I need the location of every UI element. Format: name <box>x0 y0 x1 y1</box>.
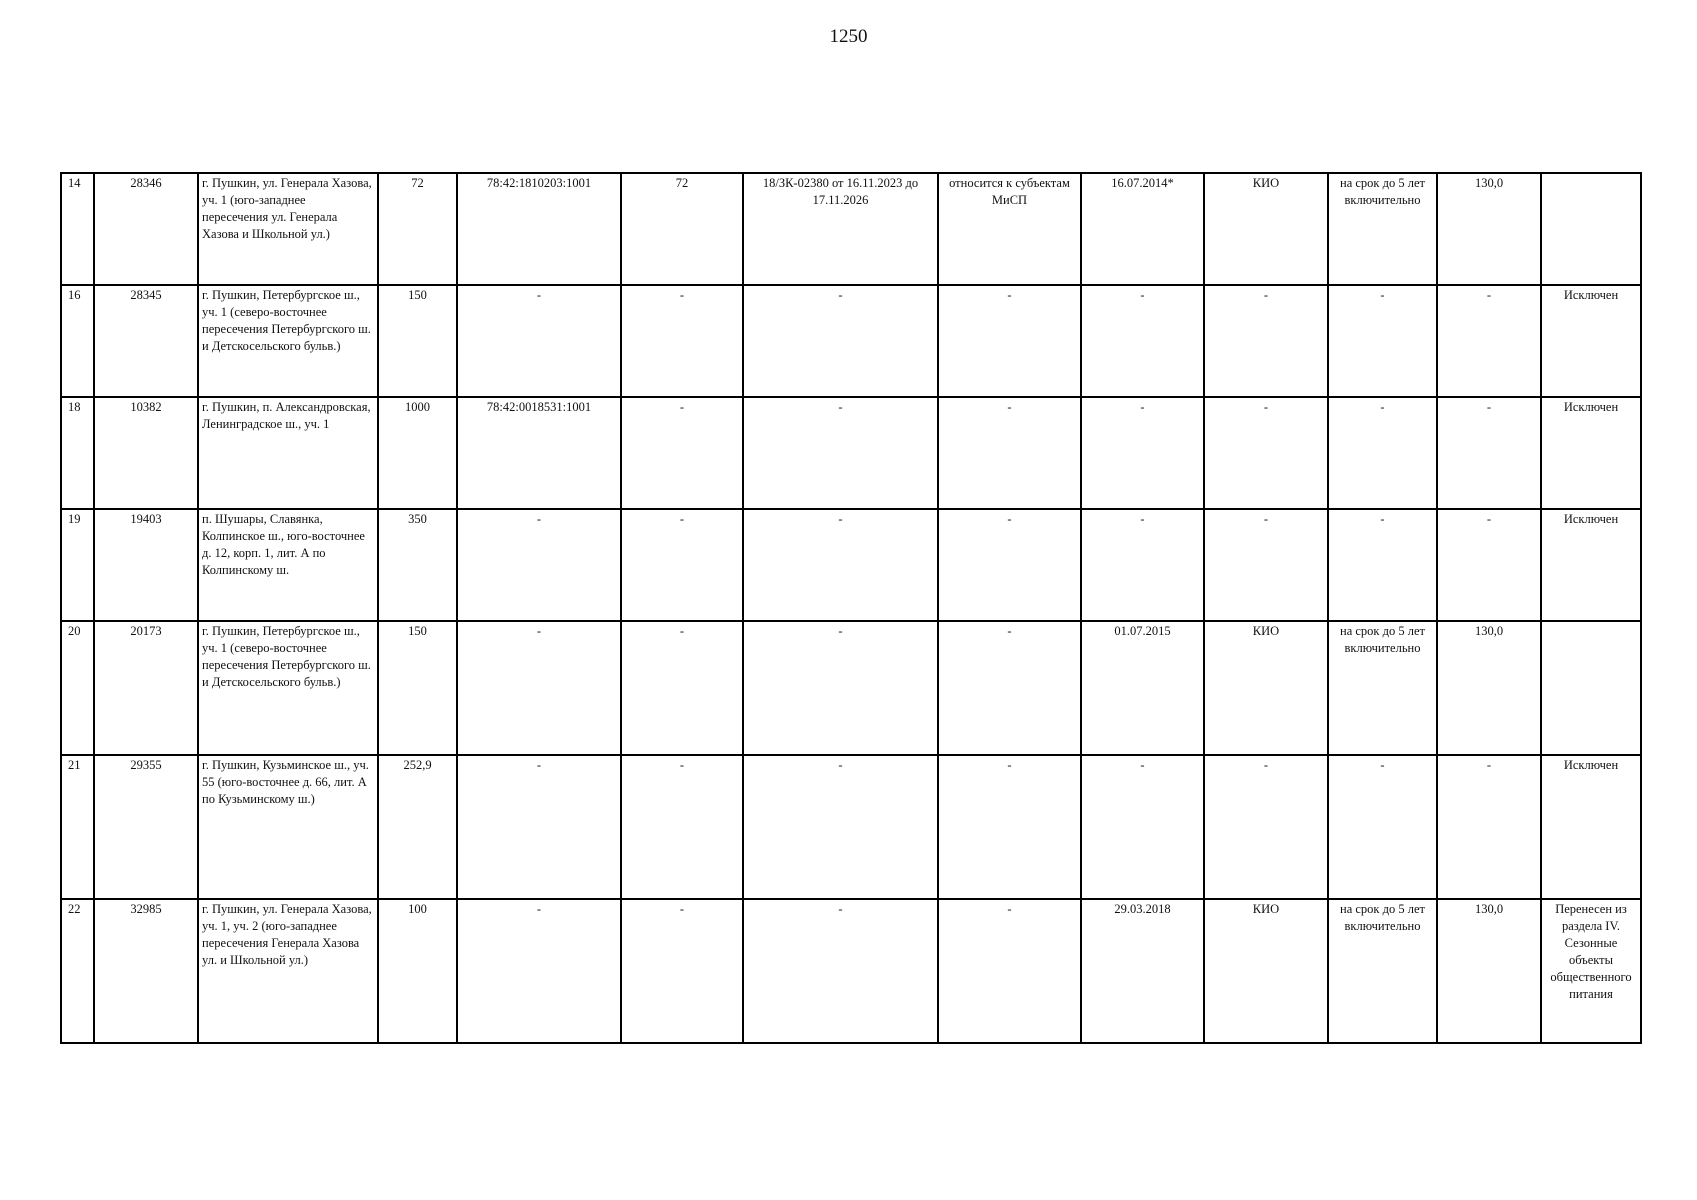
object-code-cell: 32985 <box>94 899 198 1043</box>
row-number-cell: 16 <box>61 285 94 397</box>
rate-cell: - <box>1437 755 1541 899</box>
note-cell: Перенесен из раздела IV. Сезонные объекты общественного питания <box>1541 899 1641 1043</box>
subject-cell: относится к субъектам МиСП <box>938 173 1081 285</box>
date-cell: - <box>1081 509 1204 621</box>
area-cell: 150 <box>378 285 457 397</box>
authority-cell: - <box>1204 397 1328 509</box>
term-cell: - <box>1328 285 1437 397</box>
contract-cell: - <box>743 397 938 509</box>
land-area-cell: - <box>621 285 743 397</box>
authority-cell: КИО <box>1204 621 1328 755</box>
authority-cell: - <box>1204 755 1328 899</box>
rate-cell: - <box>1437 397 1541 509</box>
contract-cell: - <box>743 755 938 899</box>
land-area-cell: - <box>621 621 743 755</box>
land-area-cell: - <box>621 755 743 899</box>
subject-cell: - <box>938 397 1081 509</box>
table-row <box>61 755 1641 899</box>
subject-cell: - <box>938 621 1081 755</box>
contract-cell: - <box>743 899 938 1043</box>
cadastral-number-cell: - <box>457 509 621 621</box>
contract-cell: - <box>743 509 938 621</box>
land-area-cell: - <box>621 899 743 1043</box>
date-cell: 01.07.2015 <box>1081 621 1204 755</box>
cadastral-number-cell: - <box>457 285 621 397</box>
object-code-cell: 28346 <box>94 173 198 285</box>
contract-cell: - <box>743 621 938 755</box>
area-cell: 150 <box>378 621 457 755</box>
date-cell: - <box>1081 397 1204 509</box>
land-area-cell: 72 <box>621 173 743 285</box>
address-cell: г. Пушкин, ул. Генерала Хазова, уч. 1 (юго-западнее пересечения ул. Генерала Хазова и Школьной ул.) <box>198 173 378 285</box>
row-number-cell: 20 <box>61 621 94 755</box>
term-cell: на срок до 5 лет включительно <box>1328 621 1437 755</box>
table-row <box>61 173 1641 285</box>
address-cell: г. Пушкин, Петербургское ш., уч. 1 (северо-восточнее пересечения Петербургского ш. и Детскосельского бульв.) <box>198 285 378 397</box>
land-area-cell: - <box>621 509 743 621</box>
cadastral-number-cell: 78:42:1810203:1001 <box>457 173 621 285</box>
area-cell: 1000 <box>378 397 457 509</box>
note-cell <box>1541 173 1641 285</box>
note-cell: Исключен <box>1541 755 1641 899</box>
address-cell: г. Пушкин, Кузьминское ш., уч. 55 (юго-восточнее д. 66, лит. А по Кузьминскому ш.) <box>198 755 378 899</box>
row-number-cell: 21 <box>61 755 94 899</box>
cadastral-number-cell: - <box>457 899 621 1043</box>
rate-cell: 130,0 <box>1437 173 1541 285</box>
authority-cell: КИО <box>1204 173 1328 285</box>
row-number-cell: 18 <box>61 397 94 509</box>
rate-cell: 130,0 <box>1437 621 1541 755</box>
contract-cell: - <box>743 285 938 397</box>
authority-cell: КИО <box>1204 899 1328 1043</box>
date-cell: 29.03.2018 <box>1081 899 1204 1043</box>
address-cell: г. Пушкин, п. Александровская, Ленинградское ш., уч. 1 <box>198 397 378 509</box>
registry-table <box>60 172 1642 1044</box>
note-cell <box>1541 621 1641 755</box>
term-cell: - <box>1328 397 1437 509</box>
table-row <box>61 899 1641 1043</box>
subject-cell: - <box>938 899 1081 1043</box>
area-cell: 100 <box>378 899 457 1043</box>
cadastral-number-cell: - <box>457 621 621 755</box>
term-cell: на срок до 5 лет включительно <box>1328 899 1437 1043</box>
area-cell: 350 <box>378 509 457 621</box>
object-code-cell: 19403 <box>94 509 198 621</box>
cadastral-number-cell: 78:42:0018531:1001 <box>457 397 621 509</box>
rate-cell: 130,0 <box>1437 899 1541 1043</box>
row-number-cell: 22 <box>61 899 94 1043</box>
table-row <box>61 509 1641 621</box>
row-number-cell: 14 <box>61 173 94 285</box>
subject-cell: - <box>938 755 1081 899</box>
object-code-cell: 29355 <box>94 755 198 899</box>
address-cell: п. Шушары, Славянка, Колпинское ш., юго-восточнее д. 12, корп. 1, лит. А по Колпинскому ш. <box>198 509 378 621</box>
date-cell: - <box>1081 755 1204 899</box>
term-cell: на срок до 5 лет включительно <box>1328 173 1437 285</box>
land-area-cell: - <box>621 397 743 509</box>
authority-cell: - <box>1204 509 1328 621</box>
row-number-cell: 19 <box>61 509 94 621</box>
object-code-cell: 28345 <box>94 285 198 397</box>
note-cell: Исключен <box>1541 509 1641 621</box>
note-cell: Исключен <box>1541 397 1641 509</box>
subject-cell: - <box>938 285 1081 397</box>
date-cell: - <box>1081 285 1204 397</box>
table-row <box>61 397 1641 509</box>
authority-cell: - <box>1204 285 1328 397</box>
note-cell: Исключен <box>1541 285 1641 397</box>
area-cell: 72 <box>378 173 457 285</box>
table-row <box>61 285 1641 397</box>
table-row <box>61 621 1641 755</box>
date-cell: 16.07.2014* <box>1081 173 1204 285</box>
page-number: 1250 <box>829 26 868 47</box>
subject-cell: - <box>938 509 1081 621</box>
object-code-cell: 20173 <box>94 621 198 755</box>
object-code-cell: 10382 <box>94 397 198 509</box>
address-cell: г. Пушкин, Петербургское ш., уч. 1 (северо-восточнее пересечения Петербургского ш. и Детскосельского бульв.) <box>198 621 378 755</box>
cadastral-number-cell: - <box>457 755 621 899</box>
term-cell: - <box>1328 755 1437 899</box>
rate-cell: - <box>1437 509 1541 621</box>
address-cell: г. Пушкин, ул. Генерала Хазова, уч. 1, уч. 2 (юго-западнее пересечения Генерала Хазова ул. и Школьной ул.) <box>198 899 378 1043</box>
area-cell: 252,9 <box>378 755 457 899</box>
term-cell: - <box>1328 509 1437 621</box>
contract-cell: 18/ЗК-02380 от 16.11.2023 до 17.11.2026 <box>743 173 938 285</box>
rate-cell: - <box>1437 285 1541 397</box>
